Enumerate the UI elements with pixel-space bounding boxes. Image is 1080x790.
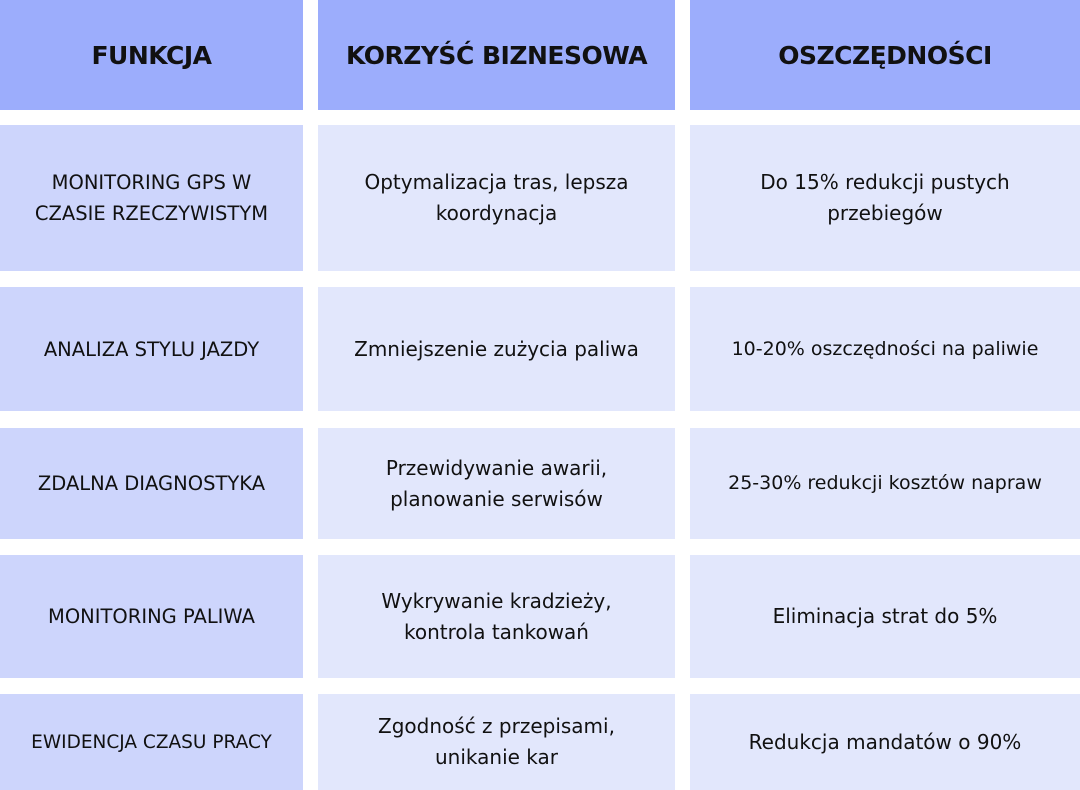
function-cell: EWIDENCJA CZASU PRACY: [0, 694, 303, 790]
savings-text: Do 15% redukcji pustych przebiegów: [760, 170, 1010, 225]
benefit-text: Zgodność z przepisami, unikanie kar: [378, 714, 615, 769]
header-function: FUNKCJA: [0, 0, 303, 110]
function-cell: ZDALNA DIAGNOSTYKA: [0, 428, 303, 539]
benefit-cell: [318, 125, 675, 271]
savings-cell: Redukcja mandatów o 90%: [690, 694, 1080, 790]
function-cell: ANALIZA STYLU JAZDY: [0, 287, 303, 411]
savings-cell: Eliminacja strat do 5%: [690, 555, 1080, 678]
header-benefit: KORZYŚĆ BIZNESOWA: [318, 0, 675, 110]
savings-cell: 10-20% oszczędności na paliwie: [690, 287, 1080, 411]
savings-cell: 25-30% redukcji kosztów napraw: [690, 428, 1080, 539]
function-cell: [0, 125, 303, 271]
benefit-text: Optymalizacja tras, lepsza koordynacja: [364, 170, 629, 225]
header-savings: OSZCZĘDNOŚCI: [690, 0, 1080, 110]
function-text: MONITORING GPS W CZASIE RZECZYWISTYM: [34, 171, 269, 225]
function-cell: MONITORING PALIWA: [0, 555, 303, 678]
benefit-cell: [318, 555, 675, 678]
savings-cell: [690, 125, 1080, 271]
benefit-cell: [318, 694, 675, 790]
benefit-cell: Zmniejszenie zużycia paliwa: [318, 287, 675, 411]
benefit-cell: [318, 428, 675, 539]
benefit-text: Przewidywanie awarii, planowanie serwisów: [385, 455, 608, 511]
benefit-text: Wykrywanie kradzieży, kontrola tankowań: [381, 588, 612, 644]
